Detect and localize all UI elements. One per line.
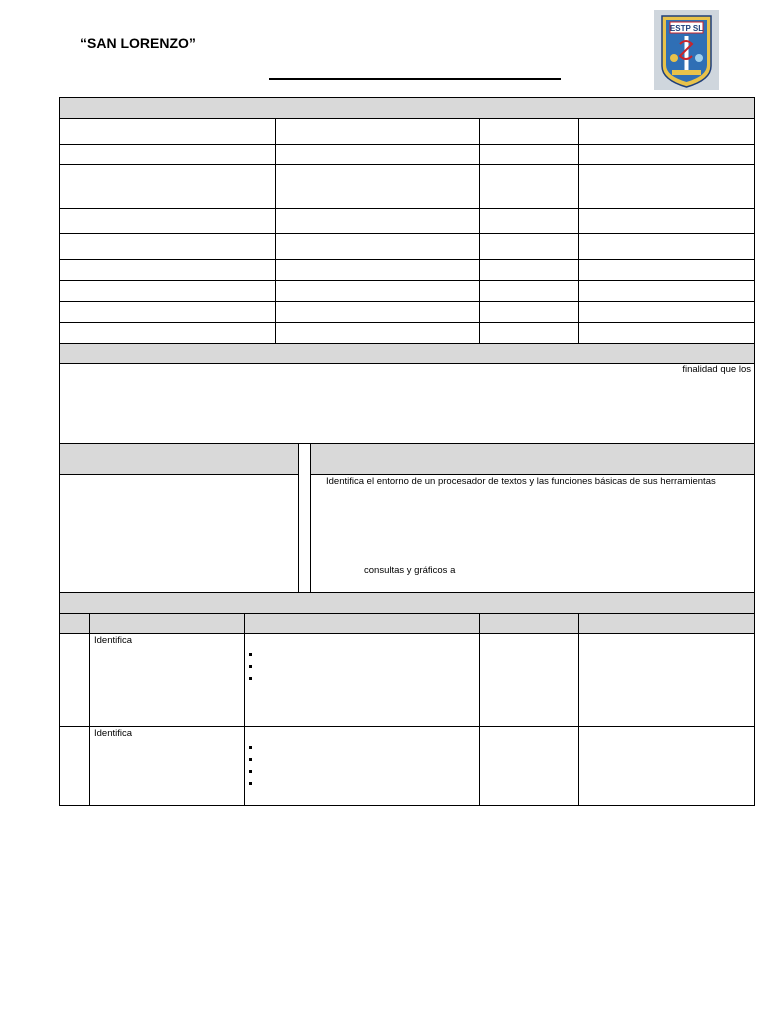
evaluation-index-cell: [59, 726, 90, 806]
data-cell: [479, 233, 579, 260]
institution-logo: [654, 10, 719, 90]
data-cell: [275, 280, 480, 302]
bullet-point: [249, 746, 252, 749]
data-cell: [479, 280, 579, 302]
data-cell: [275, 144, 480, 165]
bullet-point: [249, 782, 252, 785]
data-cell: [479, 118, 579, 145]
capacities-text-line2: consultas y gráficos a: [364, 565, 456, 576]
data-cell: [479, 144, 579, 165]
title-underline: [269, 78, 561, 80]
description-text: finalidad que los: [682, 364, 751, 375]
data-cell: [578, 144, 755, 165]
bullet-point: [249, 653, 252, 656]
data-cell: [59, 259, 276, 281]
evaluation-column-header: [59, 613, 90, 634]
evaluation-cell: [578, 633, 755, 727]
data-cell: [275, 164, 480, 209]
evaluation-column-header: [479, 613, 579, 634]
data-cell: [578, 164, 755, 209]
data-cell: [479, 208, 579, 234]
capacities-header: [310, 443, 755, 475]
capacities-body: [310, 474, 755, 593]
evaluation-column-header: [244, 613, 480, 634]
criterion-text: Identifica: [94, 635, 133, 646]
data-cell: [578, 259, 755, 281]
data-cell: [59, 322, 276, 344]
data-cell: [59, 144, 276, 165]
data-cell: [275, 322, 480, 344]
institution-name: “SAN LORENZO”: [80, 35, 196, 51]
data-cell: [59, 164, 276, 209]
data-cell: [275, 208, 480, 234]
description-body: [59, 363, 755, 444]
data-cell: [479, 322, 579, 344]
data-cell: [275, 259, 480, 281]
evaluation-index-cell: [59, 633, 90, 727]
data-cell: [479, 164, 579, 209]
data-cell: [479, 259, 579, 281]
bullet-point: [249, 665, 252, 668]
data-cell: [59, 301, 276, 323]
data-cell: [578, 208, 755, 234]
evaluation-cell: [479, 633, 579, 727]
logo-text: ESTP SL: [669, 24, 704, 33]
data-cell: [578, 233, 755, 260]
description-header: [59, 343, 755, 364]
data-cell: [59, 280, 276, 302]
criterion-text: Identifica: [94, 728, 133, 739]
bullet-point: [249, 758, 252, 761]
data-cell: [59, 208, 276, 234]
data-cell: [275, 301, 480, 323]
evaluation-indicators-cell: [244, 726, 480, 806]
evaluation-column-header: [89, 613, 245, 634]
data-cell: [578, 322, 755, 344]
data-cell: [275, 118, 480, 145]
evaluation-criterion-cell: [89, 633, 245, 727]
evaluation-header: [59, 592, 755, 614]
bullet-point: [249, 677, 252, 680]
evaluation-cell: [479, 726, 579, 806]
data-cell: [59, 233, 276, 260]
data-cell: [59, 118, 276, 145]
evaluation-cell: [578, 726, 755, 806]
data-cell: [578, 301, 755, 323]
data-cell: [275, 233, 480, 260]
general-data-header: [59, 97, 755, 119]
evaluation-column-header: [578, 613, 755, 634]
competence-header: [59, 443, 299, 475]
evaluation-criterion-cell: [89, 726, 245, 806]
data-cell: [479, 301, 579, 323]
capacities-text-line1: Identifica el entorno de un procesador de textos y las funciones básicas de sus herramientas: [326, 476, 716, 487]
institution-crest-icon: [654, 10, 719, 90]
data-cell: [578, 280, 755, 302]
data-cell: [578, 118, 755, 145]
bullet-point: [249, 770, 252, 773]
evaluation-indicators-cell: [244, 633, 480, 727]
competence-body: [59, 474, 299, 593]
